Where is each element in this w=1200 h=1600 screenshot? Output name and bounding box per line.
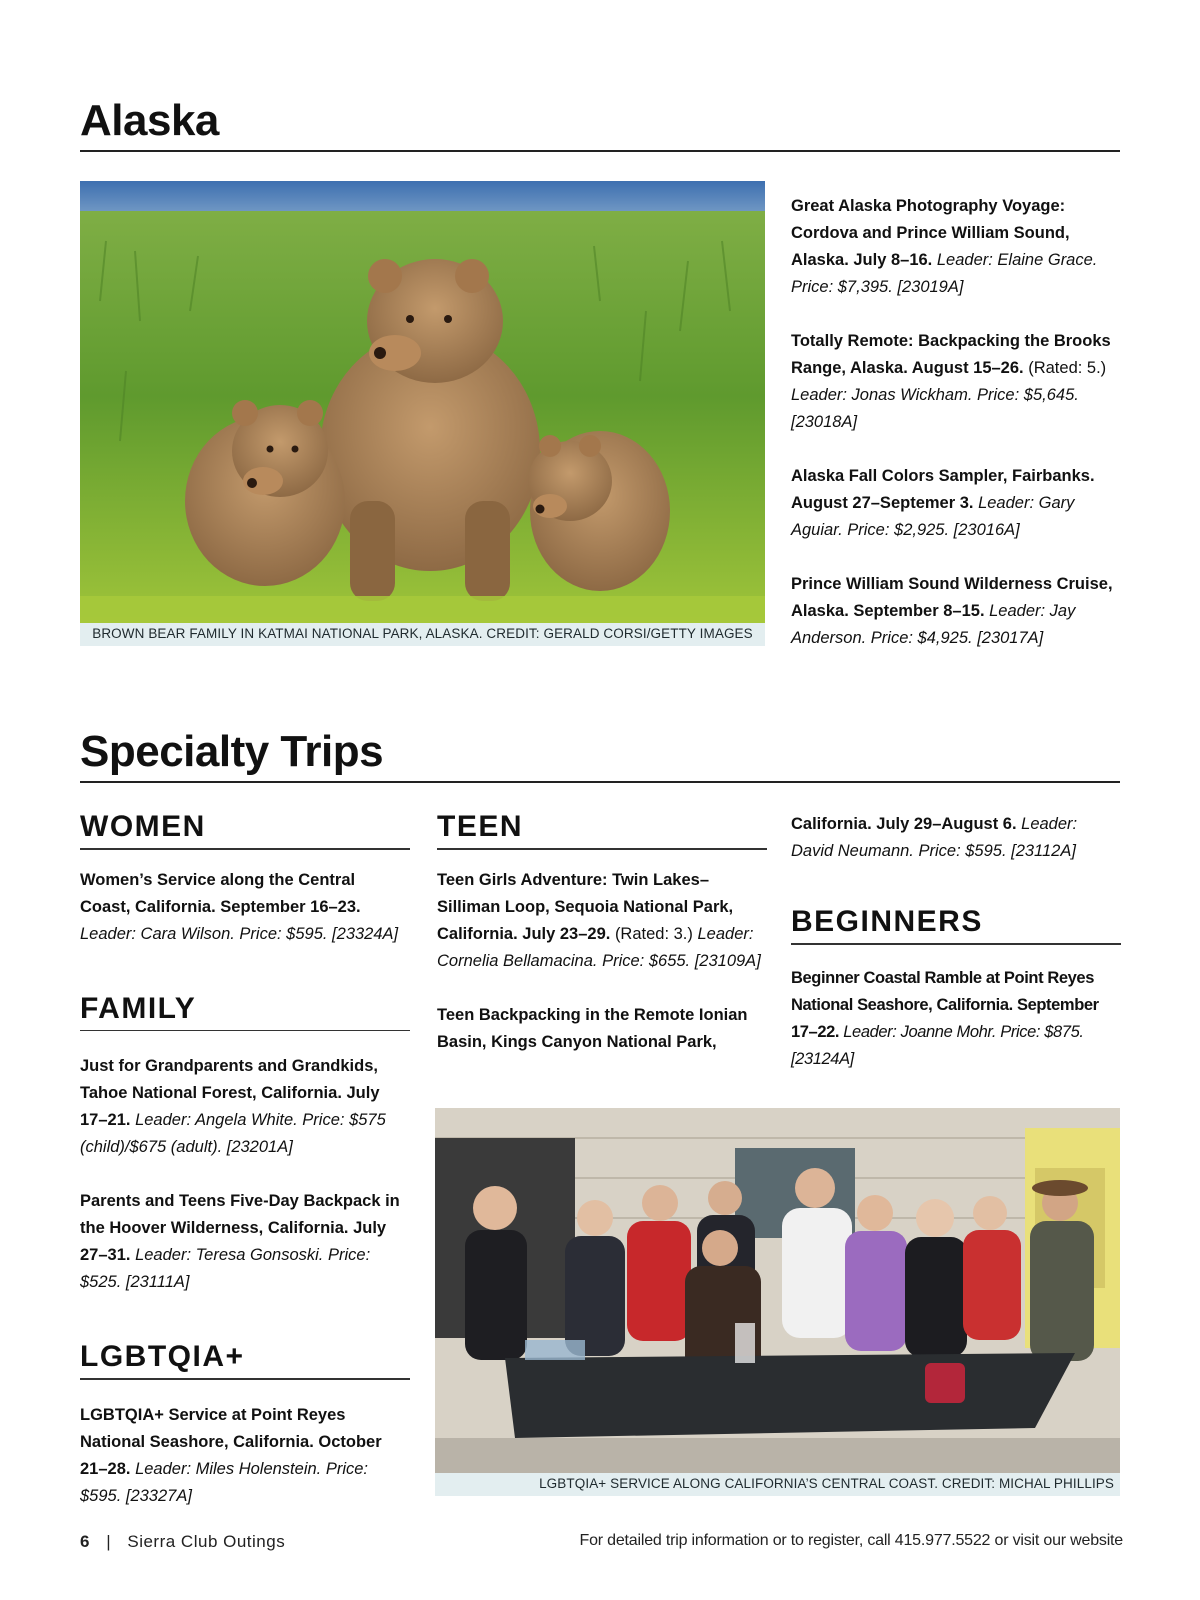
trip-details: Leader: Elaine Grace. Price: $7,395. [23019A]: [791, 251, 1098, 296]
trip-entry: [80, 1053, 410, 1161]
subheading-rule: [791, 943, 1121, 945]
group-photo: [435, 1108, 1120, 1473]
trip-title: Great Alaska Photography Voyage: Cordova and Prince William Sound, Alaska. July 8–16.: [791, 197, 1070, 269]
trip-details: Leader: Cara Wilson. Price: $595. [23324A]: [80, 924, 399, 943]
trip-details: Leader: David Neumann. Price: $595. [23112A]: [791, 815, 1078, 860]
trip-entry-continued: [791, 811, 1123, 865]
trip-title: Beginner Coastal Ramble at Point Reyes National Seashore, California. September 17–22.: [791, 968, 1099, 1041]
trip-entry: [791, 965, 1123, 1073]
trip-title: Prince William Sound Wilderness Cruise, Alaska. September 8–15.: [791, 575, 1113, 620]
subheading-rule: [80, 1030, 410, 1032]
subheading-teen: TEEN: [437, 810, 524, 843]
trip-entry: [437, 867, 769, 975]
trip-entry: [80, 1402, 410, 1510]
footer-contact-info: For detailed trip information or to register, call 415.977.5522 or visit our website: [579, 1532, 1123, 1549]
trip-title: Women’s Service along the Central Coast, California. September 16–23.: [80, 870, 361, 916]
trip-title: Totally Remote: Backpacking the Brooks Range, Alaska. August 15–26.: [791, 332, 1111, 377]
trip-entry: [791, 463, 1123, 544]
trip-title: Alaska Fall Colors Sampler, Fairbanks. August 27–Septemer 3.: [791, 467, 1095, 512]
footer-separator: |: [106, 1532, 111, 1551]
column-women-family-lgbtqia: [80, 810, 410, 1510]
column-teen-continued-beginners: [791, 811, 1123, 1073]
alaska-trip-list: [791, 193, 1123, 652]
page-number: 6: [80, 1532, 90, 1551]
subheading-beginners: BEGINNERS: [791, 905, 983, 938]
trip-details: Leader: Cornelia Bellamacina. Price: $655. [23109A]: [437, 924, 761, 970]
subheading-women: WOMEN: [80, 810, 206, 843]
subheading-family: FAMILY: [80, 991, 197, 1025]
bear-photo-caption: BROWN BEAR FAMILY IN KATMAI NATIONAL PARK, ALASKA. CREDIT: GERALD CORSI/GETTY IMAGES: [80, 623, 765, 646]
page-footer-left: [80, 1532, 285, 1552]
trip-entry: [791, 571, 1123, 652]
trip-title: Just for Grandparents and Grandkids, Tahoe National Forest, California. July 17–21.: [80, 1057, 380, 1129]
trip-entry: [791, 193, 1123, 301]
trip-details: Leader: Gary Aguiar. Price: $2,925. [23016A]: [791, 494, 1075, 539]
subheading-rule: [437, 848, 767, 850]
trip-title: California. July 29–August 6.: [791, 815, 1017, 833]
trip-details: Leader: Miles Holenstein. Price: $595. [23327A]: [80, 1459, 369, 1505]
subheading-rule: [80, 1378, 410, 1380]
specialty-heading-rule: [80, 781, 1120, 783]
trip-entry: [437, 1002, 769, 1056]
subheading-rule: [80, 848, 410, 850]
trip-title: Parents and Teens Five-Day Backpack in the Hoover Wilderness, California. July 27–31.: [80, 1192, 400, 1264]
subheading-lgbtqia: LGBTQIA+: [80, 1340, 245, 1373]
publication-name: Sierra Club Outings: [127, 1532, 286, 1551]
trip-details: Leader: Jonas Wickham. Price: $5,645. [23018A]: [791, 386, 1079, 431]
trip-entry: [80, 1188, 410, 1296]
trip-entry: [80, 867, 410, 948]
section-heading-alaska: Alaska: [80, 96, 219, 145]
alaska-heading-rule: [80, 150, 1120, 152]
trip-title: Teen Backpacking in the Remote Ionian Basin, Kings Canyon National Park,: [437, 1005, 748, 1051]
trip-title: LGBTQIA+ Service at Point Reyes National Seashore, California. October 21–28.: [80, 1405, 382, 1478]
trip-details: Leader: Jay Anderson. Price: $4,925. [23017A]: [791, 602, 1076, 647]
section-heading-specialty-trips: Specialty Trips: [80, 727, 384, 776]
group-photo-caption: LGBTQIA+ SERVICE ALONG CALIFORNIA’S CENTRAL COAST. CREDIT: MICHAL PHILLIPS: [435, 1473, 1120, 1496]
trip-entry: [791, 328, 1123, 436]
trip-title: Teen Girls Adventure: Twin Lakes–Silliman Loop, Sequoia National Park, California. July 23–29.: [437, 870, 734, 943]
trip-details: Leader: Teresa Gonsoski. Price: $525. [23111A]: [80, 1246, 371, 1291]
trip-details: Leader: Angela White. Price: $575 (child)/$675 (adult). [23201A]: [80, 1111, 386, 1156]
column-teen: [437, 810, 769, 1056]
trip-rating: (Rated: 5.): [1028, 359, 1107, 377]
trip-rating: (Rated: 3.): [614, 924, 693, 943]
trip-details: Leader: Joanne Mohr. Price: $875. [23124A]: [791, 1022, 1084, 1068]
bear-family-photo: [80, 181, 765, 623]
